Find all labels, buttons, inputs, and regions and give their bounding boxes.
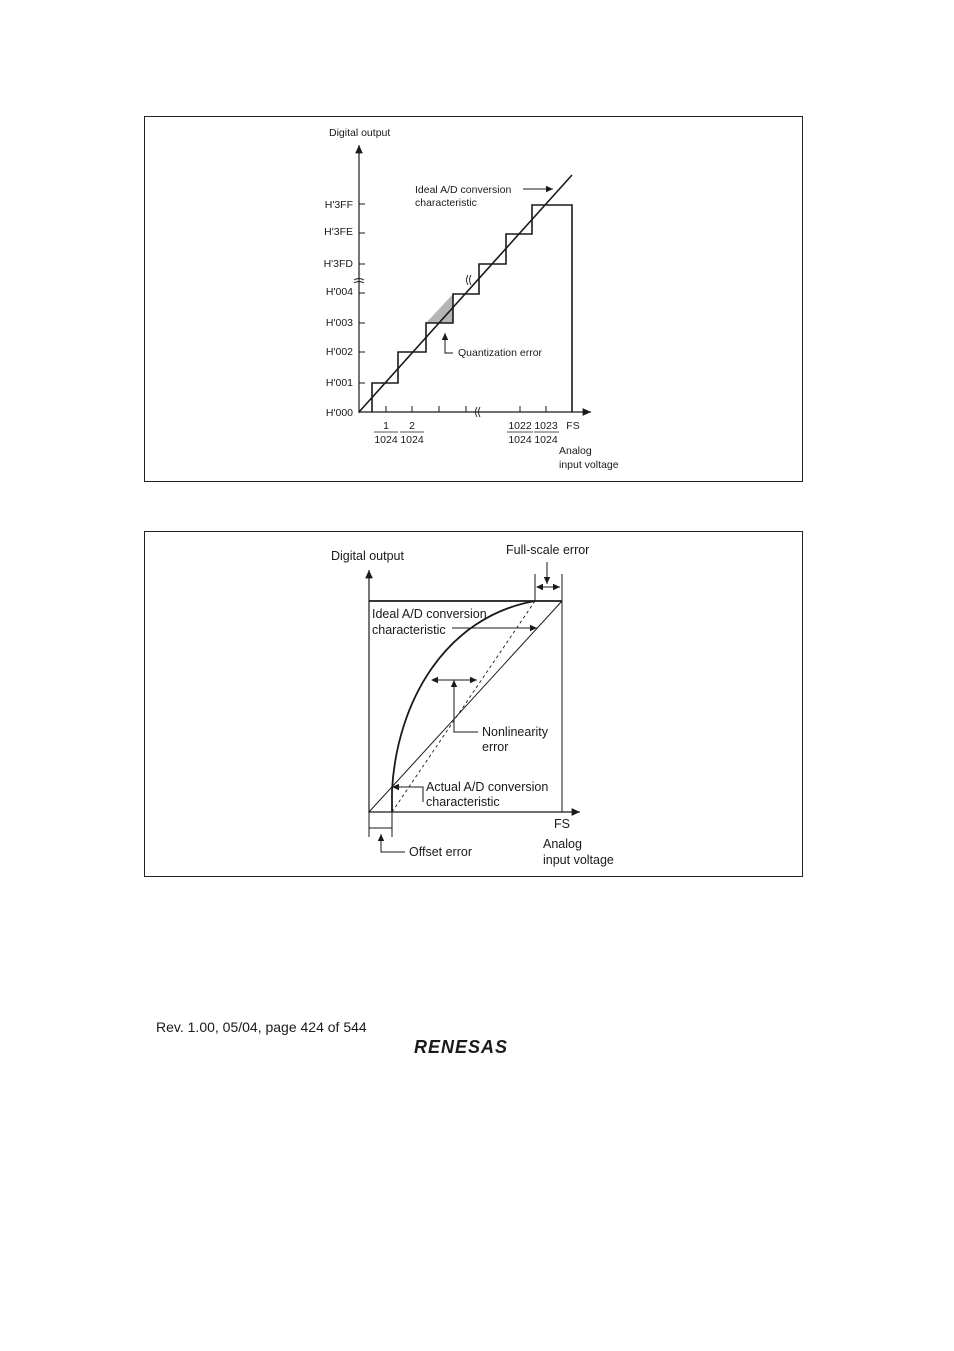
fs-label: FS (566, 420, 580, 432)
nonlinearity-label-line2: error (482, 740, 509, 754)
x-axis-label-line1: Analog (559, 445, 592, 457)
x-tick-marks (386, 406, 546, 412)
quantization-error-figure (144, 116, 803, 482)
page-info: Rev. 1.00, 05/04, page 424 of 544 (156, 1019, 367, 1035)
y-tick-marks (359, 204, 365, 383)
svg-text:2: 2 (409, 420, 415, 432)
y-tick-label: H'000 (325, 407, 353, 419)
y-tick-label: H'003 (325, 317, 353, 329)
svg-text:1022: 1022 (508, 420, 532, 432)
y-tick-label: H'3FF (324, 199, 353, 211)
y-tick-label: H'3FD (323, 258, 353, 270)
x-axis-label-line2: input voltage (543, 853, 614, 867)
errors-diagram (145, 532, 804, 878)
ideal-characteristic-line (359, 175, 572, 412)
svg-text:1023: 1023 (534, 420, 558, 432)
offset-leader (381, 834, 405, 852)
svg-text:1024: 1024 (400, 434, 424, 446)
x-axis-label-line1: Analog (543, 837, 582, 851)
svg-text:1024: 1024 (508, 434, 532, 446)
ideal-label-line1: Ideal A/D conversion (372, 607, 487, 621)
x-tick-fraction-2 (400, 420, 424, 446)
logo-text: RENESAS (414, 1037, 509, 1057)
y-tick-label: H'3FE (324, 226, 353, 238)
nonlinearity-label-line1: Nonlinearity (482, 725, 549, 739)
y-tick-label: H'001 (325, 377, 353, 389)
actual-label-line2: characteristic (426, 795, 500, 809)
staircase-characteristic (372, 205, 572, 412)
fs-label: FS (554, 817, 570, 831)
y-axis-label: Digital output (331, 549, 404, 563)
actual-label-line1: Actual A/D conversion (426, 780, 549, 794)
ideal-label-line2: characteristic (372, 623, 446, 637)
x-tick-fraction-1022 (507, 420, 533, 446)
conversion-errors-figure (144, 531, 803, 877)
ideal-label-line2: characteristic (415, 197, 477, 209)
quantization-label: Quantization error (458, 347, 543, 359)
svg-text:1: 1 (383, 420, 389, 432)
fullscale-error-label: Full-scale error (506, 543, 590, 557)
renesas-logo (412, 1035, 536, 1057)
x-tick-fraction-1 (374, 420, 398, 446)
x-tick-fraction-1023 (534, 420, 559, 446)
ideal-label-line1: Ideal A/D conversion (415, 184, 512, 196)
y-tick-label: H'004 (325, 286, 353, 298)
quantization-diagram (145, 117, 804, 483)
actual-label-leader (392, 787, 423, 802)
svg-text:1024: 1024 (374, 434, 398, 446)
diagonal-break (467, 275, 472, 285)
quantization-leader (445, 333, 453, 353)
quantization-error-region (426, 294, 453, 323)
y-tick-label: H'002 (325, 346, 353, 358)
y-axis-label: Digital output (329, 127, 391, 139)
svg-text:1024: 1024 (534, 434, 558, 446)
offset-error-label: Offset error (409, 845, 472, 859)
x-axis-label-line2: input voltage (559, 459, 619, 471)
